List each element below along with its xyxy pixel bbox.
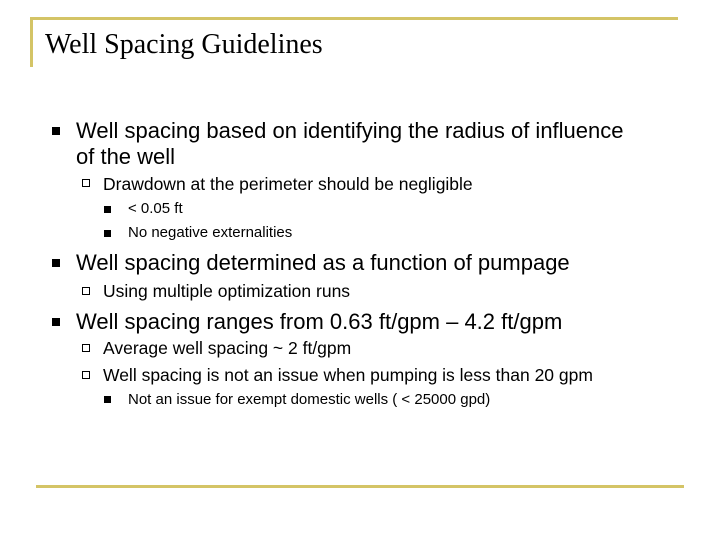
bullet-item-level2: Using multiple optimization runs	[103, 281, 351, 301]
bullet-text-line: Well spacing based on identifying the radius of influence	[76, 118, 624, 143]
bullet-item-level2: Well spacing is not an issue when pumping is less than 20 gpm	[103, 365, 593, 385]
bullet-hollow-square-icon	[82, 179, 90, 187]
bullet-hollow-square-icon	[82, 287, 90, 295]
bullet-hollow-square-icon	[82, 371, 90, 379]
bullet-item-level2: Drawdown at the perimeter should be negligible	[103, 174, 473, 194]
bullet-square-icon	[104, 206, 111, 213]
top-rule	[30, 17, 678, 20]
left-rule	[30, 17, 33, 67]
bullet-square-icon	[52, 259, 60, 267]
slide-title: Well Spacing Guidelines	[45, 29, 323, 60]
bullet-item-level1: Well spacing determined as a function of pumpage	[76, 250, 570, 275]
bullet-square-icon	[104, 396, 111, 403]
bullet-square-icon	[104, 230, 111, 237]
bullet-square-icon	[52, 318, 60, 326]
bullet-item-level3: Not an issue for exempt domestic wells ( < 25000 gpd)	[128, 391, 491, 408]
bullet-hollow-square-icon	[82, 344, 90, 352]
bullet-item-level1	[76, 118, 624, 170]
bullet-item-level3: < 0.05 ft	[128, 200, 183, 217]
bullet-item-level3: No negative externalities	[128, 224, 293, 241]
bottom-rule	[36, 485, 684, 488]
bullet-item-level1: Well spacing ranges from 0.63 ft/gpm – 4.2 ft/gpm	[76, 309, 563, 334]
bullet-text-line: of the well	[76, 144, 176, 169]
bullet-item-level2: Average well spacing ~ 2 ft/gpm	[103, 338, 352, 358]
bullet-square-icon	[52, 127, 60, 135]
